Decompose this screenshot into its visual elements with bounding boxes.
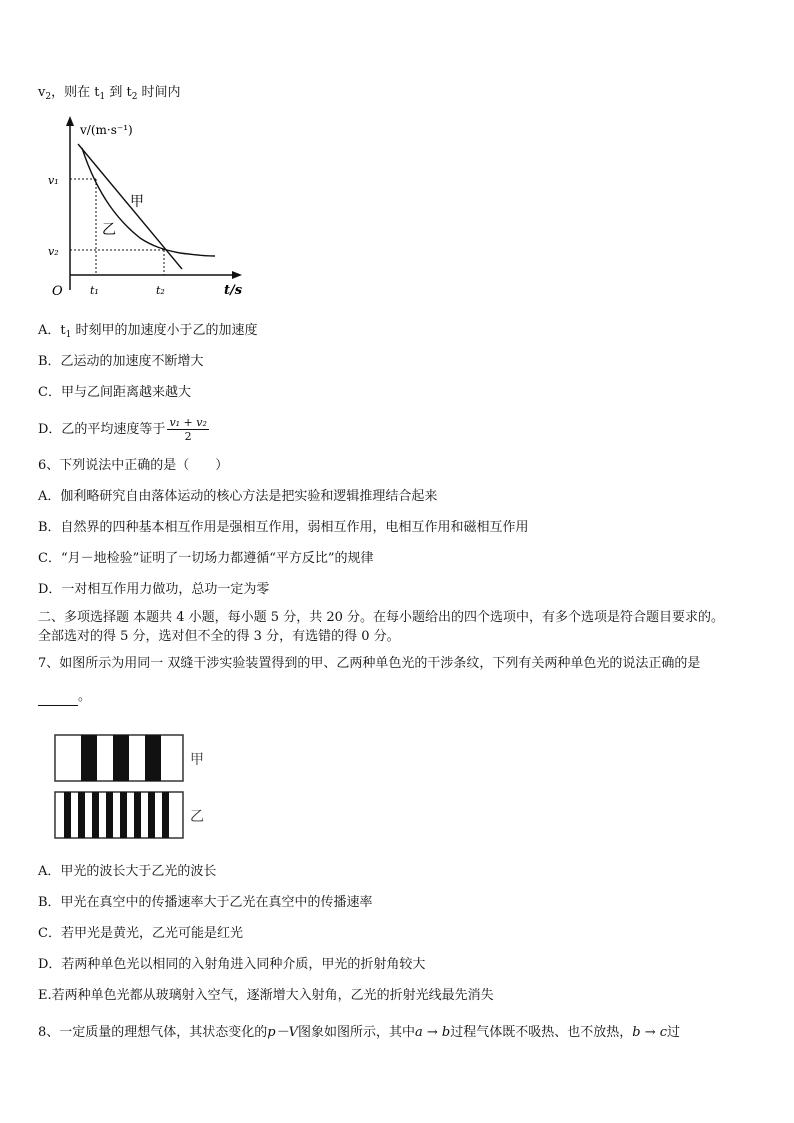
y-axis-arrow	[66, 116, 74, 126]
fringe-yi-dark	[120, 792, 127, 838]
q8-text: 过程气体既不吸热、也不放热，	[450, 1025, 633, 1040]
answer-blank	[38, 693, 78, 706]
t2-label: t₂	[156, 284, 165, 297]
curve-jia-label: 甲	[130, 194, 144, 210]
q7-option-e: E.若两种单色光都从玻璃射入空气，逐渐增大入射角，乙光的折射光线最先消失	[38, 988, 494, 1003]
q7-blank-line	[38, 688, 91, 706]
intro-sub: 1	[99, 92, 106, 102]
v1-label: v₁	[48, 174, 59, 187]
intro-text: 到 t	[105, 85, 132, 100]
fringe-yi-dark	[92, 792, 99, 838]
q7-option-a: A．甲光的波长大于乙光的波长	[38, 864, 217, 879]
intro-line	[38, 84, 181, 106]
fringe-jia-dark	[113, 735, 129, 781]
fringe-yi-dark	[78, 792, 85, 838]
q8-math: b → c	[632, 1025, 668, 1040]
fringe-yi-dark	[106, 792, 113, 838]
origin-label: O	[52, 284, 63, 299]
q7-option-b: B．甲光在真空中的传播速率大于乙光在真空中的传播速率	[38, 895, 373, 910]
section2-line1: 二、多项选择题 本题共 4 小题，每小题 5 分，共 20 分。在每小题给出的四个选项中，有多个选项是符合题目要求的。	[38, 610, 725, 625]
intro-sub: 2	[131, 92, 138, 102]
fringe-yi-label: 乙	[190, 809, 204, 825]
q5-option-c: C．甲与乙间距离越来越大	[38, 385, 191, 400]
option-sub: 1	[65, 330, 72, 340]
section2-line2: 全部选对的得 5 分，选对但不全的得 3 分，有选错的得 0 分。	[38, 629, 400, 644]
fringe-jia-dark	[145, 735, 161, 781]
fringe-yi-dark	[148, 792, 155, 838]
fringe-jia-dark	[81, 735, 97, 781]
option-text: D．乙的平均速度等于	[38, 422, 166, 437]
interference-fringes-figure	[54, 734, 224, 840]
intro-text: v	[38, 85, 46, 100]
q8-math: p－V	[267, 1025, 298, 1040]
q8-text: 8、一定质量的理想气体，其状态变化的	[38, 1025, 268, 1040]
v2-label: v₂	[48, 245, 59, 258]
q8-text: 图象如图所示，其中	[298, 1025, 416, 1040]
fraction-denominator: 2	[184, 430, 192, 443]
velocity-time-graph	[40, 112, 260, 304]
q8-stem	[38, 1024, 680, 1042]
q5-option-b: B．乙运动的加速度不断增大	[38, 354, 204, 369]
fraction-numerator: v₁ + v₂	[169, 416, 207, 429]
y-axis-label: v/(m·s⁻¹)	[80, 123, 133, 137]
option-text: A．t	[38, 323, 66, 338]
x-axis-arrow	[232, 271, 242, 279]
q6-option-d: D．一对相互作用力做功，总功一定为零	[38, 582, 270, 597]
curve-yi-label: 乙	[102, 222, 116, 238]
average-velocity-fraction	[167, 416, 208, 443]
fringe-jia-label: 甲	[190, 752, 204, 768]
q6-option-c: C．“月－地检验”证明了一切场力都遵循“平方反比”的规律	[38, 551, 374, 566]
q7-stem: 7、如图所示为用同一 双缝干涉实验装置得到的甲、乙两种单色光的干涉条纹，下列有关两种单色光的说法正确的是	[38, 656, 701, 671]
q7-option-d: D．若两种单色光以相同的入射角进入同种介质，甲光的折射角较大	[38, 957, 426, 972]
x-axis-label: t/s	[224, 283, 243, 298]
fringe-yi-dark	[162, 792, 169, 838]
intro-sub: 2	[45, 92, 52, 102]
intro-text: 时间内	[137, 85, 181, 100]
q7-end: 。	[78, 689, 92, 704]
q6-option-b: B．自然界的四种基本相互作用是强相互作用，弱相互作用，电相互作用和磁相互作用	[38, 520, 529, 535]
t1-label: t₁	[90, 284, 99, 297]
q6-stem: 6、下列说法中正确的是（ ）	[38, 458, 229, 473]
fringe-yi-dark	[64, 792, 71, 838]
intro-text: ，则在 t	[51, 85, 100, 100]
fringe-yi-dark	[134, 792, 141, 838]
q8-text: 过	[667, 1025, 681, 1040]
option-text: 时刻甲的加速度小于乙的加速度	[71, 323, 258, 338]
curve-yi	[82, 148, 215, 256]
q5-option-d	[38, 416, 209, 443]
q8-math: a → b	[415, 1025, 451, 1040]
q7-option-c: C．若甲光是黄光，乙光可能是红光	[38, 926, 243, 941]
q5-option-a	[38, 322, 258, 344]
q6-option-a: A．伽利略研究自由落体运动的核心方法是把实验和逻辑推理结合起来	[38, 489, 438, 504]
